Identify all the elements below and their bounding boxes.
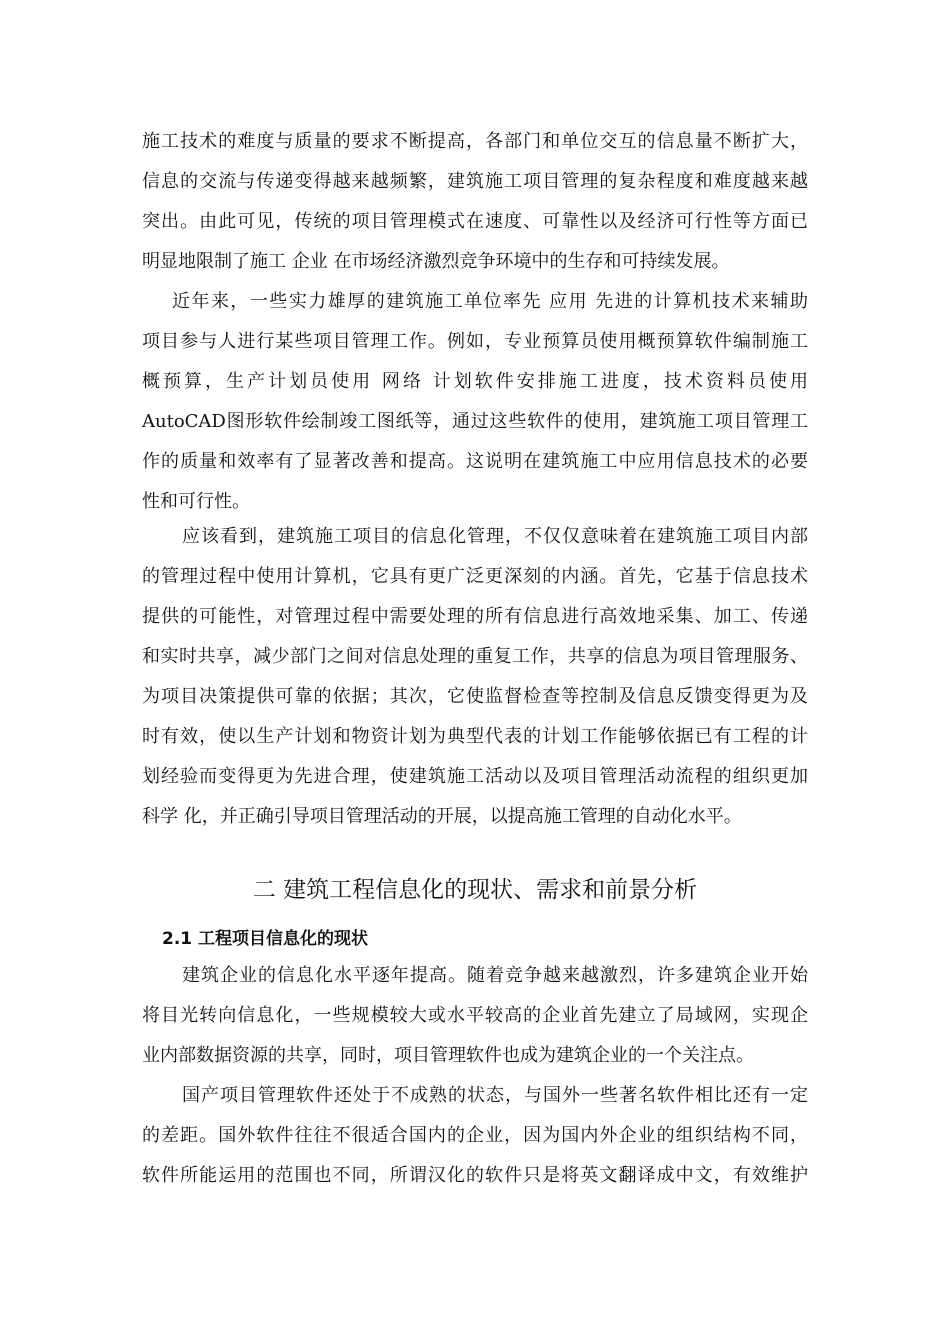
paragraph-line: 为项目决策提供可靠的依据；其次，它使监督检查等控制及信息反馈变得更为及: [142, 686, 808, 707]
paragraph-line: 时有效，使以生产计划和物资计划为典型代表的计划工作能够依据已有工程的计: [142, 726, 808, 747]
paragraph-line: 近年来，一些实力雄厚的建筑施工单位率先 应用 先进的计算机技术来辅助: [172, 291, 808, 312]
paragraph-line: 施工技术的难度与质量的要求不断提高，各部门和单位交互的信息量不断扩大，: [142, 131, 808, 152]
paragraph-line: 和实时共享，减少部门之间对信息处理的重复工作，共享的信息为项目管理服务、: [142, 646, 808, 667]
paragraph-4: [142, 956, 808, 1076]
paragraph-5: [142, 1076, 808, 1196]
paragraph-2: [142, 282, 808, 522]
paragraph-line: 信息的交流与传递变得越来越频繁，建筑施工项目管理的复杂程度和难度越来越: [142, 171, 808, 192]
paragraph-line: 的差距。国外软件往往不很适合国内的企业，因为国内外企业的组织结构不同，: [142, 1125, 808, 1146]
paragraph-1: [142, 122, 808, 282]
paragraph-line: 明显地限制了施工 企业 在市场经济激烈竞争环境中的生存和可持续发展。: [142, 251, 730, 272]
paragraph-line: 软件所能运用的范围也不同，所谓汉化的软件只是将英文翻译成中文，有效维护: [142, 1165, 808, 1186]
paragraph-line: 作的质量和效率有了显著改善和提高。这说明在建筑施工中应用信息技术的必要: [142, 451, 808, 472]
paragraph-line: 科学 化，并正确引导项目管理活动的开展，以提高施工管理的自动化水平。: [142, 806, 742, 827]
paragraph-line: 的管理过程中使用计算机，它具有更广泛更深刻的内涵。首先，它基于信息技术: [142, 566, 808, 587]
paragraph-line: 划经验而变得更为先进合理，使建筑施工活动以及项目管理活动流程的组织更加: [142, 766, 808, 787]
paragraph-3: [142, 517, 808, 837]
paragraph-line: 应该看到，建筑施工项目的信息化管理，不仅仅意味着在建筑施工项目内部: [182, 526, 808, 547]
paragraph-line: 业内部数据资源的共享，同时，项目管理软件也成为建筑企业的一个关注点。: [142, 1045, 754, 1066]
section-title: 二 建筑工程信息化的现状、需求和前景分析: [252, 877, 698, 903]
subsection-title: 2.1 工程项目信息化的现状: [162, 929, 369, 949]
paragraph-line: 项目参与人进行某些项目管理工作。例如，专业预算员使用概预算软件编制施工: [142, 331, 808, 352]
paragraph-line: 国产项目管理软件还处于不成熟的状态，与国外一些著名软件相比还有一定: [182, 1085, 808, 1106]
paragraph-line: 概预算，生产计划员使用 网络 计划软件安排施工进度，技术资料员使用: [142, 371, 808, 392]
paragraph-line: 将目光转向信息化，一些规模较大或水平较高的企业首先建立了局域网，实现企: [142, 1005, 808, 1026]
paragraph-line: 建筑企业的信息化水平逐年提高。随着竞争越来越激烈，许多建筑企业开始: [182, 965, 808, 986]
paragraph-line: AutoCAD图形软件绘制竣工图纸等，通过这些软件的使用，建筑施工项目管理工: [142, 411, 808, 432]
paragraph-line: 提供的可能性，对管理过程中需要处理的所有信息进行高效地采集、加工、传递: [142, 606, 808, 627]
paragraph-line: 突出。由此可见，传统的项目管理模式在速度、可靠性以及经济可行性等方面已: [142, 211, 808, 232]
paragraph-line: 性和可行性。: [142, 491, 250, 512]
